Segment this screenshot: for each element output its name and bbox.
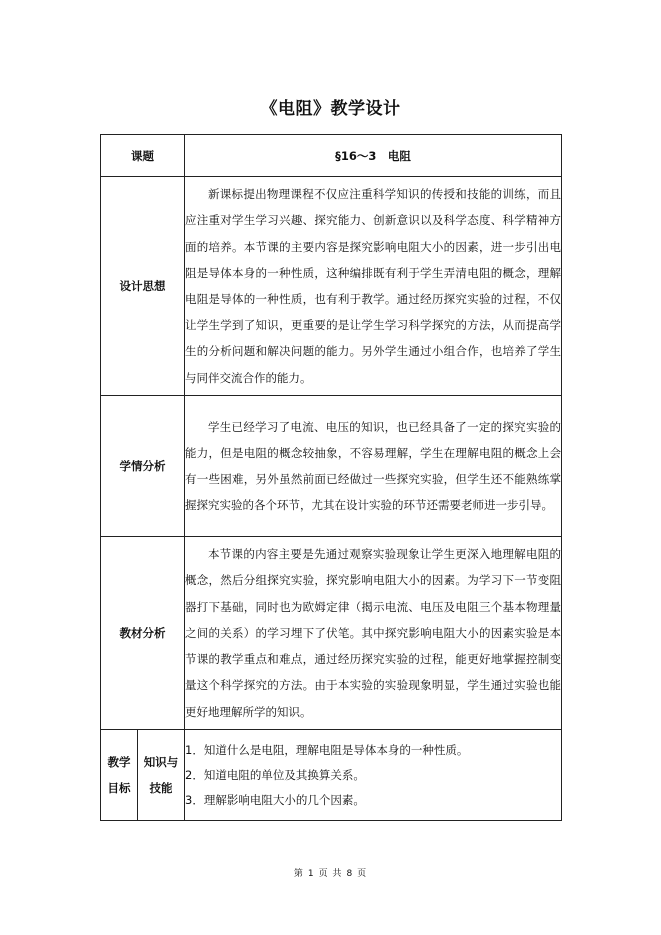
goals-sub-line2: 技能 <box>149 781 173 795</box>
topic-row <box>101 135 562 177</box>
students-text: 学生已经学习了电流、电压的知识，也已经具备了一定的探究实验的能力，但是电阻的概念较抽象，不容易理解，学生在理解电阻的概念上会有一些困难，另外虽然前面已经做过一些探究实验，但学生还不能熟练掌握探究实验的各个环节，尤其在设计实验的环节还需要老师进一步引导。 <box>185 396 562 537</box>
goals-row <box>101 730 562 821</box>
students-row <box>101 396 562 537</box>
footer-page-number: 1 <box>307 869 315 879</box>
goal-item: 3．理解影响电阻大小的几个因素。 <box>185 792 365 807</box>
goals-label-line1: 教学 <box>107 755 131 769</box>
lesson-plan-table <box>100 134 562 821</box>
material-text: 本节课的内容主要是先通过观察实验现象让学生更深入地理解电阻的概念，然后分组探究实验，探究影响电阻大小的因素。为学习下一节变阻器打下基础，同时也为欧姆定律（揭示电流、电压及电阻三个基本物理量之间的关系）的学习埋下了伏笔。其中探究影响电阻大小的因素实验是本节课的教学重点和难点，通过经历探究实验的过程，能更好地掌握控制变量这个科学探究的方法。由于本实验的实验现象明显，学生通过实验也能更好地理解所学的知识。 <box>185 537 562 730</box>
goals-list <box>185 730 562 821</box>
design-row <box>101 177 562 396</box>
footer-prefix: 第 <box>293 869 304 879</box>
footer-suffix: 页 <box>357 869 368 879</box>
material-label: 教材分析 <box>101 537 185 730</box>
page-footer <box>0 866 661 879</box>
footer-total-pages: 8 <box>346 869 354 879</box>
goals-label-line2: 目标 <box>107 781 131 795</box>
goals-label <box>101 730 138 821</box>
design-label: 设计思想 <box>101 177 185 396</box>
document-title: 《电阻》教学设计 <box>260 99 401 119</box>
topic-value: §16～3 电阻 <box>185 135 562 177</box>
goals-sub-line1: 知识与 <box>143 755 179 769</box>
footer-mid: 页 共 <box>318 869 343 879</box>
goals-sub-label <box>138 730 185 821</box>
material-row <box>101 537 562 730</box>
design-text: 新课标提出物理课程不仅应注重科学知识的传授和技能的训练，而且应注重对学生学习兴趣、探究能力、创新意识以及科学态度、科学精神方面的培养。本节课的主要内容是探究影响电阻大小的因素，进一步引出电阻是导体本身的一种性质，这种编排既有利于学生弄清电阻的概念，理解电阻是导体的一种性质，也有利于教学。通过经历探究实验的过程，不仅让学生学到了知识，更重要的是让学生学习科学探究的方法，从而提高学生的分析问题和解决问题的能力。另外学生通过小组合作，也培养了学生与同伴交流合作的能力。 <box>185 177 562 396</box>
topic-label: 课题 <box>101 135 185 177</box>
goal-item: 1．知道什么是电阻，理解电阻是导体本身的一种性质。 <box>185 742 469 757</box>
goal-item: 2．知道电阻的单位及其换算关系。 <box>185 767 365 782</box>
students-label: 学情分析 <box>101 396 185 537</box>
